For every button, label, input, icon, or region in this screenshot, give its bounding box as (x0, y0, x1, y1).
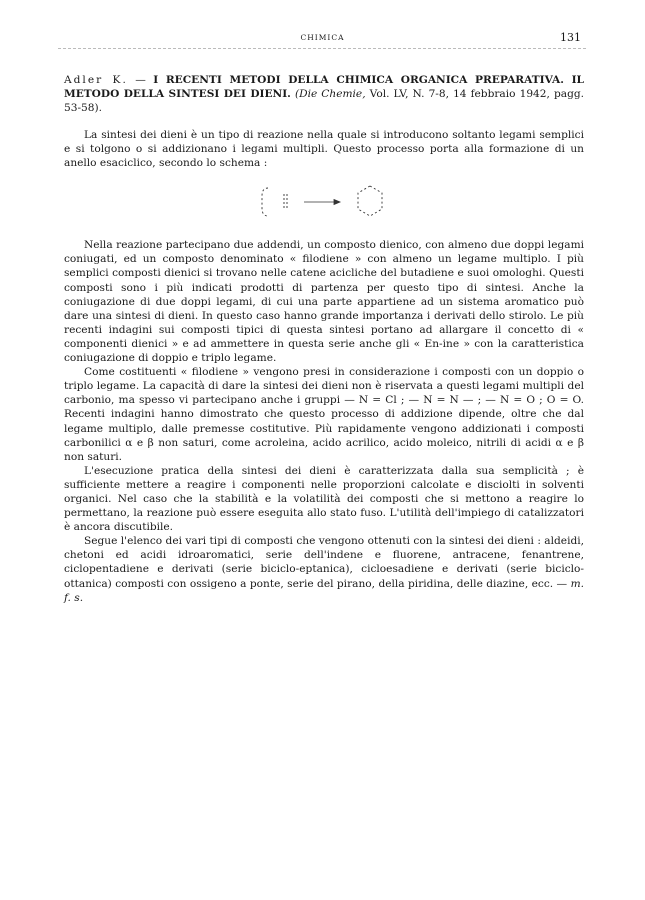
citation-author: Adler K. (64, 74, 128, 86)
compound-list-text: Segue l'elenco dei vari tipi di composti che vengono ottenuti con la sintesi dei dieni : aldeidi, chetoni ed acidi idroaromatici, serie dell'indene e fluorene, antracene, fenantrene, ciclopentadiene e derivati (serie biciclo-eptanica), cicloesadiene e derivati (serie biciclo-ottanica) composti con ossigeno a ponte, serie del pirano, della piridina, delle diazine, ecc. — (64, 535, 584, 590)
arrow-icon (304, 200, 340, 205)
running-header (0, 33, 645, 47)
running-title: CHIMICA (300, 33, 345, 42)
article-body (64, 73, 584, 605)
bibliographic-citation (64, 73, 584, 115)
citation-dash: — (127, 74, 154, 86)
author-signature: m. f. s. (64, 577, 584, 604)
dienophile-sketch (284, 194, 287, 210)
paragraph-execution: L'esecuzione pratica della sintesi dei dieni è caratterizzata dalla sua semplicità ; è sufficiente mettere a reagire i componenti nelle proporzioni calcolate e disciolti in solventi organici. Nel caso che la stabilità e la volatilità dei composti che si mettono a reagire lo permettano, la reazione può essere eseguita allo stato fuso. L'utilità dell'impiego di catalizzatori è ancora discutibile. (64, 464, 584, 534)
cyclohexene-ring (358, 186, 382, 216)
citation-details: Vol. LV, N. 7-8, 14 febbraio 1942, pagg. 53-58). (64, 88, 585, 114)
reaction-scheme (64, 174, 584, 234)
paragraph-filodiene: Come costituenti « filodiene » vengono presi in considerazione i composti con un doppio o triplo legame. La capacità di dare la sintesi dei dieni non è riservata a questi legami multipli del carbonio, ma spesso vi partecipano anche i gruppi — N = Cl ; — N = N — ; — N = O ; O = O. Recenti indagini hanno dimostrato che questo processo di addizione dipende, oltre che dal legame multiplo, dalle premesse costitutive. Più rapidamente vengono addizionati i composti carbonilici α e β non saturi, come acroleina, acido acrilico, acido moleico, nitrili di acidi α e β non saturi. (64, 366, 584, 463)
diene-sketch (262, 188, 268, 216)
citation-journal: (Die Chemie, (294, 88, 366, 100)
header-rule (58, 48, 586, 49)
paragraph-compound-list (64, 534, 584, 604)
page-number: 131 (560, 31, 581, 44)
paragraph-intro: La sintesi dei dieni è un tipo di reazione nella quale si introducono soltanto legami semplici e si tolgono o si addizionano i legami multipli. Questo processo porta alla formazione di un anello esaciclico, secondo lo schema : (64, 129, 584, 170)
diels-alder-scheme-figure (254, 174, 394, 230)
paragraph-addends: Nella reazione partecipano due addendi, un composto dienico, con almeno due doppi legami coniugati, ed un composto denominato « filodiene » con almeno un legame multiplo. I più semplici composti dienici si trovano nelle catene acicliche del butadiene e suoi omologhi. Questi composti sono i più indicati prodotti di partenza per questo tipo di sintesi. Anche la coniugazione di due doppi legami, di cui una parte appartiene ad un sistema aromatico può dare una sintesi di dieni. In questo caso hanno grande importanza i derivati dello stirolo. Le più recenti indagini sui composti tipici di questa sintesi portano ad allargare il concetto di « componenti dienici » e ad ammettere in questa serie anche gli « En-ine » con la caratteristica coniugazione di doppio e triplo legame. (64, 239, 584, 365)
citation-title: I RECENTI METODI DELLA CHIMICA ORGANICA PREPARATIVA. IL METODO DELLA SINTESI DEI DIENI. (64, 74, 584, 100)
